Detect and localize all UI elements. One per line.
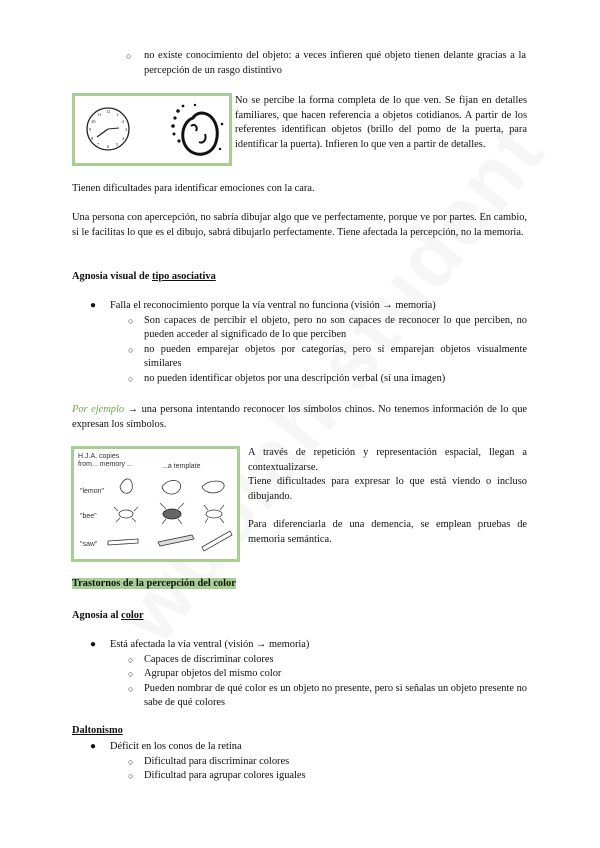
svg-text:2: 2 [122, 119, 125, 124]
fig2-text1: A través de repetición y representación espacial, llegan a contextualizarse. [248, 447, 527, 473]
bullet-dot-icon: ● [90, 741, 97, 752]
list-item [90, 299, 527, 314]
color-main-text: Está afectada la vía ventral (visión → memoria) [110, 639, 310, 650]
circle-bullet-icon: ○ [128, 315, 134, 326]
list-item [128, 682, 527, 711]
circle-bullet-icon: ○ [128, 344, 134, 355]
list-item [128, 769, 527, 784]
list-item [90, 740, 527, 755]
svg-text:3: 3 [125, 127, 128, 132]
svg-text:5: 5 [116, 142, 119, 147]
fig2-header-left: H.J.A. copies from... memory ... [78, 453, 133, 468]
svg-text:11: 11 [97, 112, 102, 117]
heading-associative-agnosia [72, 270, 216, 285]
dalton-sub-text: Dificultad para discriminar colores [144, 755, 290, 767]
figure-clock-drawing [72, 93, 232, 166]
figure1-description: No se percibe la forma completa de lo que ven. Se fijan en detalles familiares, que hacen referencia a objetos cotidianos. A partir de los referentes identifican objetos (brillo del pomo de la puerta, para identificar la puerta). Infieren lo que ven a partir de detalles. [235, 95, 527, 150]
list-item [128, 755, 527, 770]
associative-main-text: Falla el reconocimiento porque la vía ventral no funciona (visión → memoria) [110, 300, 436, 311]
bullet-dot-icon: ● [90, 300, 97, 311]
top-bullet-text: no existe conocimiento del objeto: a veces infieren qué objeto tienen delante gracias a la percepción de un rasgo distintivo [144, 50, 526, 76]
fig2-label-bee: "bee" [80, 513, 97, 520]
example-paragraph [72, 403, 527, 432]
heading-associative-part2: tipo asociativa [151, 271, 216, 282]
list-item [128, 653, 527, 668]
list-item [128, 343, 527, 372]
svg-text:7: 7 [97, 142, 100, 147]
circle-bullet-icon: ○ [128, 771, 134, 781]
color-agnosia-list [90, 638, 527, 711]
figure-copy-drawings [71, 446, 240, 562]
circle-bullet-icon: ○ [128, 669, 134, 679]
svg-text:4: 4 [122, 136, 125, 141]
svg-text:12: 12 [106, 109, 111, 114]
heading-daltonism: Daltonismo [72, 725, 123, 736]
svg-text:10: 10 [91, 119, 96, 124]
circle-bullet-icon: ○ [128, 654, 134, 665]
list-item [128, 667, 527, 682]
fig2-label-saw: "saw" [80, 541, 98, 548]
heading-color-text: Trastornos de la percepción del color [72, 578, 236, 589]
color-sub-text: Pueden nombrar de qué color es un objeto no presente, pero si señalas un objeto presente no sabe de qué colores [144, 682, 527, 708]
fig2-text2: Tiene dificultades para expresar lo que está viendo o incluso dibujando. [248, 476, 527, 502]
daltonism-list [90, 740, 527, 784]
circle-bullet-icon: ○ [128, 756, 134, 767]
figure2-description [248, 446, 527, 547]
color-sub-text: Capaces de discriminar colores [144, 653, 274, 665]
heading-associative-part1: Agnosia visual de [72, 271, 152, 282]
circle-bullet-icon: ○ [128, 683, 134, 694]
apperceptive-paragraph: Una persona con apercepción, no sabría dibujar algo que ve perfectamente, porque ve por partes. En cambio, si le facilitas lo que es el dibujo, sabrá dibujarlo perfectamente. Tiene afectada la percepción, no la memoria. [72, 212, 527, 238]
heading-color-disorders [72, 577, 236, 592]
svg-text:6: 6 [107, 144, 110, 149]
example-text: → una persona intentando reconocer los símbolos chinos. No tenemos información de lo que expresan los símbolos. [72, 404, 527, 430]
color-sub-text: Agrupar objetos del mismo color [144, 668, 282, 679]
fig2-label-lemon: "lemon" [80, 488, 105, 495]
copy-drawings-icon [74, 449, 237, 559]
list-item [128, 372, 527, 387]
dalton-sub-text: Dificultad para agrupar colores iguales [144, 770, 306, 781]
clock-drawing-icon [75, 96, 229, 163]
heading-color-agnosia [72, 609, 144, 624]
svg-text:9: 9 [89, 127, 92, 132]
list-item [90, 638, 527, 653]
top-bullet [126, 49, 526, 78]
svg-text:8: 8 [91, 136, 94, 141]
associative-list [90, 299, 527, 386]
example-label: Por ejemplo [72, 404, 125, 415]
heading-agnosia-part2: color [121, 610, 144, 621]
emotions-paragraph: Tienen dificultades para identificar emociones con la cara. [72, 183, 315, 194]
associative-sub-text: Son capaces de percibir el objeto, pero no son capaces de reconocer lo que perciben, no pueden acceder al significado de lo que perciben [144, 314, 527, 340]
fig2-text3: Para diferenciarla de una demencia, se emplean pruebas de memoria semántica. [248, 519, 527, 545]
circle-bullet-icon: ○ [128, 373, 134, 384]
dalton-main-text: Déficit en los conos de la retina [110, 741, 242, 752]
associative-sub-text: no pueden identificar objetos por una descripción verbal (sí una imagen) [144, 372, 446, 384]
bullet-dot-icon: ● [90, 639, 97, 650]
circle-bullet-icon: ○ [126, 51, 132, 61]
fig2-header-right: ...a template [162, 463, 201, 470]
associative-sub-text: no pueden emparejar objetos por categorías, pero sí emparejan objetos visualmente similares [144, 343, 527, 369]
list-item [128, 314, 527, 343]
heading-agnosia-part1: Agnosia al [72, 610, 122, 621]
svg-text:1: 1 [116, 112, 119, 117]
